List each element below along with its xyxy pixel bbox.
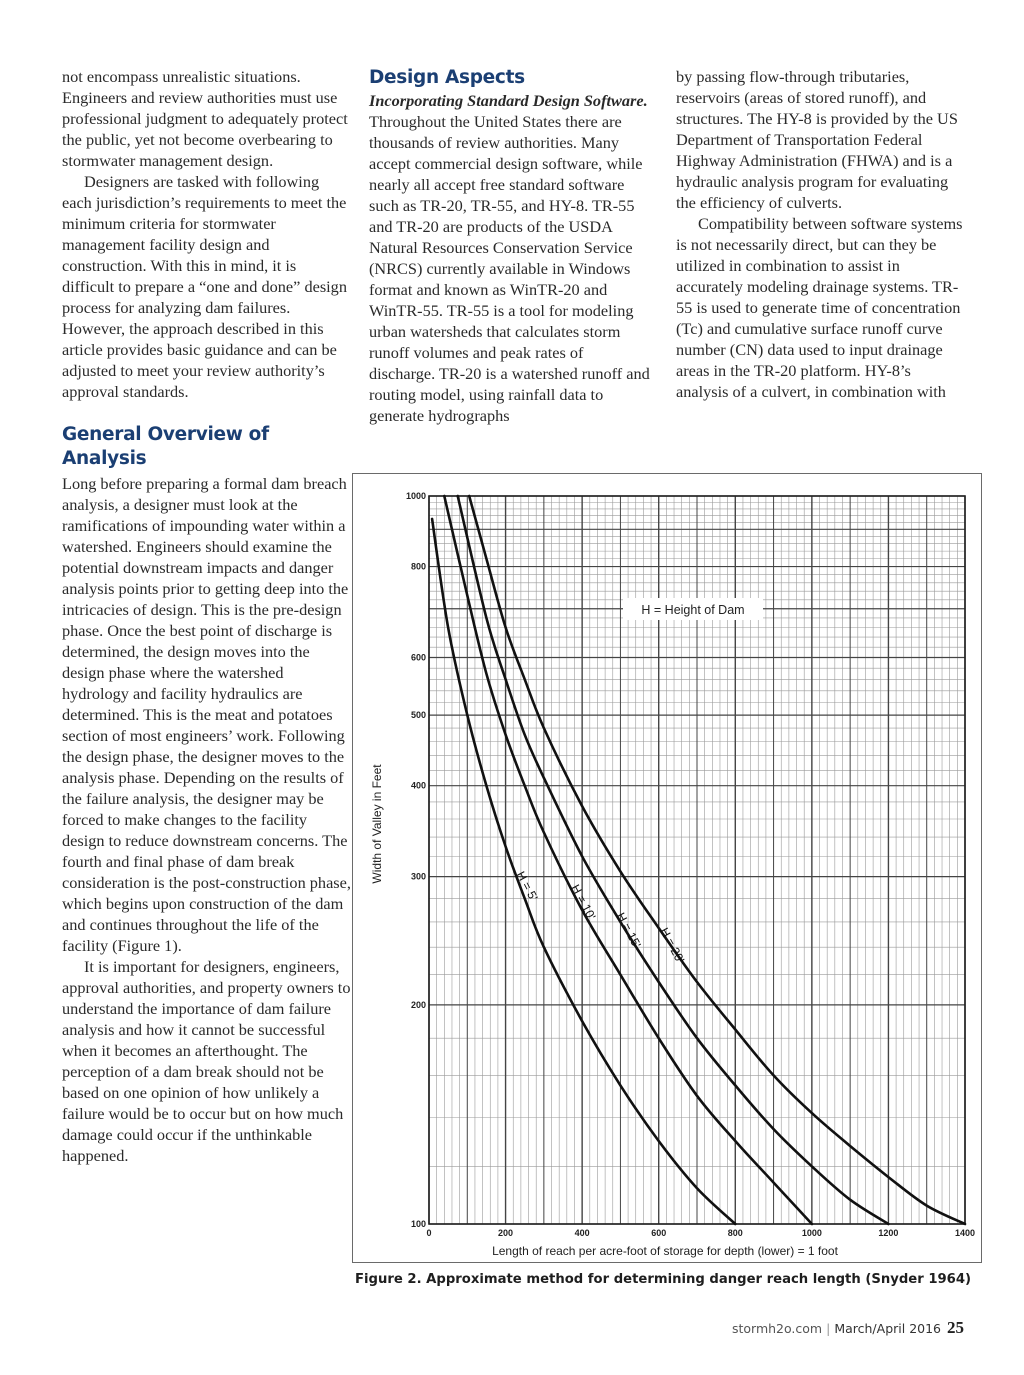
x-tick-label: 1000: [801, 1228, 822, 1238]
y-tick-label: 600: [410, 652, 426, 663]
series-label: [657, 925, 687, 965]
y-tick-label: 400: [410, 780, 426, 791]
x-axis-label: Length of reach per acre-foot of storage for depth (lower) = 1 foot: [492, 1244, 838, 1258]
column-3: [676, 66, 966, 402]
y-tick-label: 300: [410, 871, 426, 882]
figure-frame: [352, 473, 982, 1263]
series-labels: [514, 869, 688, 966]
series-label: [568, 882, 598, 922]
x-tick-label: 200: [498, 1228, 514, 1238]
footer-issue: March/April 2016: [834, 1321, 941, 1336]
series-label-text: H = 20': [657, 925, 688, 966]
y-tick-label: 100: [410, 1219, 426, 1229]
annotation-text: H = Height of Dam: [641, 603, 745, 617]
paragraph: not encompass unrealistic situations. Engineers and review authorities must use professional judgment to adequately protect the public, yet not become overbearing to stormwater management design.: [62, 67, 348, 170]
paragraph: [369, 90, 651, 426]
section-heading: Design Aspects: [369, 67, 525, 88]
subheading: Incorporating Standard Design Software.: [369, 91, 648, 110]
paragraph: It is important for designers, engineers, approval authorities, and property owners to understand the importance of dam failure analysis and how it cannot be successful when it becomes an afterthought. The perception of a dam break should not be based on one opinion of how unlikely a failure would be to occur but on how much damage could occur if the unthinkable happened.: [62, 957, 351, 1165]
page-number: 25: [947, 1318, 964, 1337]
y-tick-label: 500: [410, 710, 426, 721]
section-heading: General Overview of Analysis: [62, 424, 269, 469]
paragraph-text: Throughout the United States there are thousands of review authorities. Many accept commercial design software, while nearly all accept free standard software such as TR-20, TR-55, and HY-8. TR-55 and TR-20 are products of the USDA Natural Resources Conservation Service (NRCS) currently available in Windows format and known as WinTR-20 and WinTR-55. TR-55 is a tool for modeling urban watersheds that calculates storm runoff volumes and peak rates of discharge. TR-20 is a watershed runoff and routing model, using rainfall data to generate hydrographs: [369, 112, 650, 425]
y-tick-label: 200: [410, 999, 426, 1010]
figure-caption: Figure 2. Approximate method for determining danger reach length (Snyder 1964): [355, 1272, 972, 1287]
y-tick-label: 1000: [405, 491, 426, 501]
x-tick-label: 1400: [954, 1228, 976, 1238]
y-axis-label: Width of Valley in Feet: [370, 764, 384, 884]
footer-separator: |: [826, 1321, 831, 1336]
x-tick-label: 1200: [878, 1228, 899, 1238]
series-label-text: H = 10': [568, 882, 599, 923]
paragraph: Long before preparing a formal dam breach analysis, a designer must look at the ramifications of impounding water within a watershed. Engineers should examine the potential downstream impacts and danger analysis points prior to getting deep into the intricacies of design. This is the pre-design phase. Once the best point of discharge is determined, the design moves into the design phase where the watershed hydrology and facility hydraulics are determined. This is the meat and potatoes section of most engineers’ work. Following the design phase, the designer moves to the analysis phase. Depending on the results of the failure analysis, the designer may be forced to make changes to the facility design to reduce downstream concerns. The fourth and final phase of dam break consideration is the post-construction phase, which begins upon construction of the dam and continues throughout the life of the facility (Figure 1).: [62, 474, 351, 955]
series-label-text: H = 15': [613, 910, 644, 951]
danger-reach-chart: [353, 474, 981, 1262]
column-1: [62, 66, 352, 1166]
paragraph: by passing flow-through tributaries, reservoirs (areas of stored runoff), and structures. The HY-8 is provided by the US Department of Transportation Federal Highway Administration (FHWA) and is a hydraulic analysis program for evaluating the efficiency of culverts.: [676, 67, 958, 212]
series-label: [614, 910, 644, 950]
paragraph: Compatibility between software systems is not necessarily direct, but can they be utilized in combination to assist in accurately modeling drainage systems. TR-55 is used to generate time of concentration (Tc) and cumulative surface runoff curve number (CN) data used to input drainage areas in the TR-20 platform. HY-8’s analysis of a culvert, in combination with: [676, 214, 963, 401]
page-footer: [732, 1318, 964, 1338]
y-tick-label: 800: [410, 561, 426, 572]
x-tick-label: 0: [426, 1228, 432, 1238]
x-tick-label: 400: [574, 1228, 590, 1238]
paragraph: Designers are tasked with following each jurisdiction’s requirements to meet the minimum criteria for stormwater management facility design and construction. With this in mind, it is difficult to prepare a “one and done” design process for analyzing dam failures. However, the approach described in this article provides basic guidance and can be adjusted to meet your review authority’s approval standards.: [62, 172, 347, 401]
series-line: [432, 519, 735, 1224]
series-label: [514, 869, 541, 903]
x-tick-label: 600: [651, 1228, 667, 1238]
series-label-text: H = 5': [513, 868, 541, 904]
column-2: [369, 66, 651, 426]
footer-site: stormh2o.com: [731, 1321, 823, 1336]
x-tick-label: 800: [727, 1228, 743, 1238]
